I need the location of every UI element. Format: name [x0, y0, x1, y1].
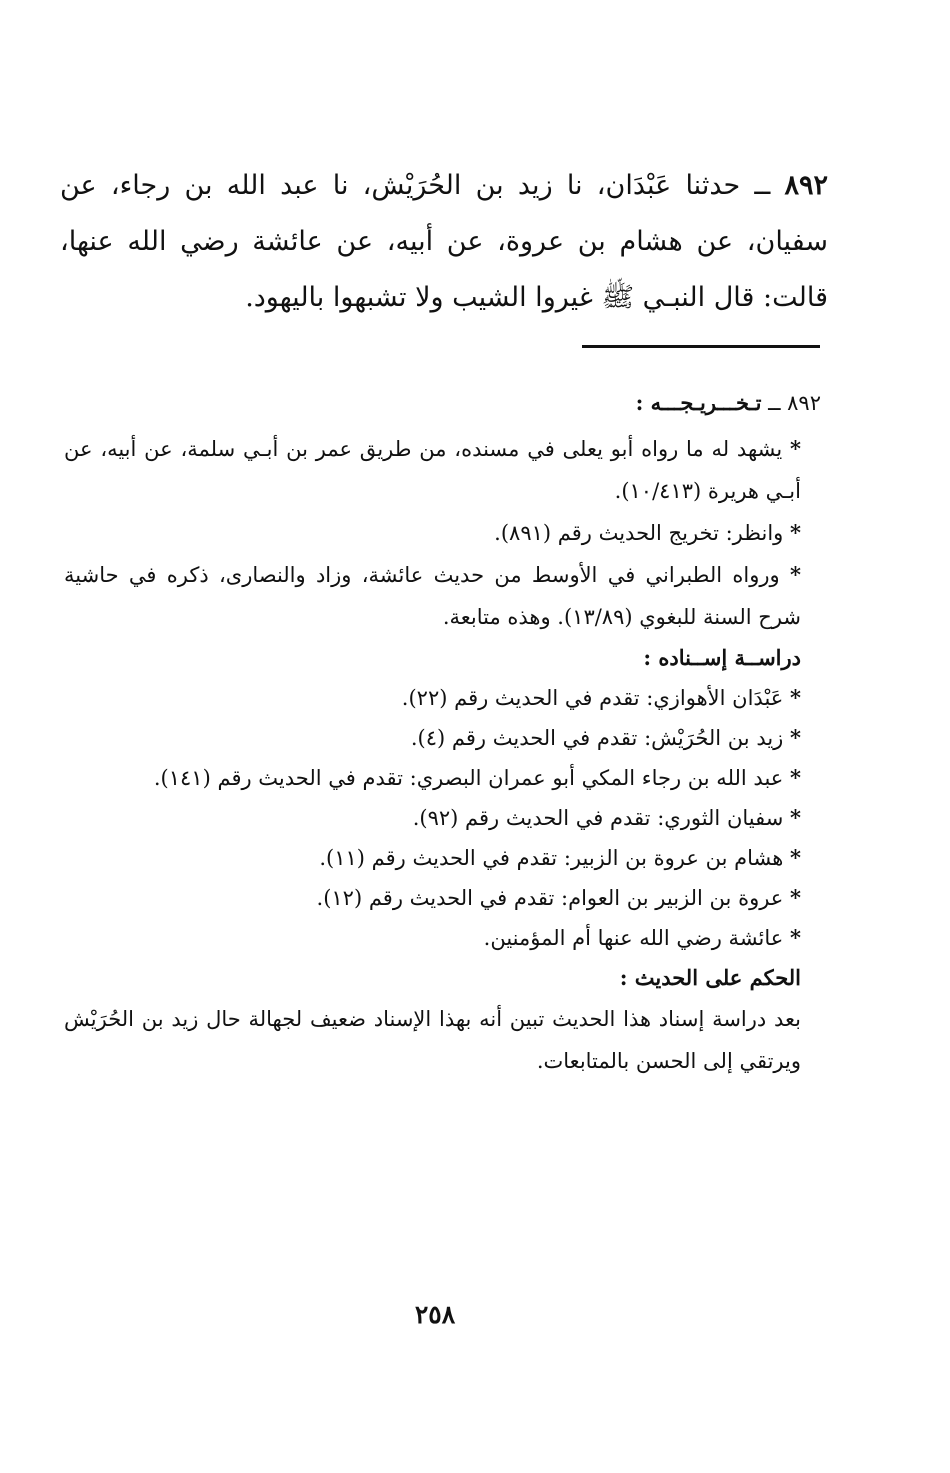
takhrij-item-text: ورواه الطبراني في الأوسط من حديث عائشة، وزاد والنصارى، ذكره في حاشية شرح السنة للبغوي (١٣/٨٩). وهذه متابعة.: [64, 563, 801, 629]
bullet-star: *: [790, 436, 801, 461]
narrator-item: [64, 878, 821, 918]
takhrij-item: [64, 512, 821, 554]
bullet-star: *: [790, 845, 801, 870]
narrator-item: [64, 918, 821, 958]
narrator-item: [64, 718, 821, 758]
hadith-dash: ــ: [740, 170, 785, 201]
narrator-text: زيد بن الحُرَيْش: تقدم في الحديث رقم (٤).: [410, 726, 784, 750]
isnad-heading: دراســة إســناده :: [643, 645, 801, 670]
bullet-star: *: [790, 520, 801, 545]
hadith-text-block: [60, 158, 828, 326]
narrator-item: [64, 798, 821, 838]
page-number: ٢٥٨: [414, 1300, 456, 1329]
bullet-star: *: [790, 805, 801, 830]
bullet-star: *: [790, 885, 801, 910]
takhrij-dash: ــ: [761, 391, 788, 415]
narrator-text: عائشة رضي الله عنها أم المؤمنين.: [483, 926, 784, 950]
footnotes: [64, 378, 821, 1082]
hadith-body: حدثنا عَبْدَان، نا زيد بن الحُرَيْش، نا عبد الله بن رجاء، عن سفيان، عن هشام بن عروة، عن أبيه، عن عائشة رضي الله عنها، قالت: قال النبـي ﷺ غيروا الشيب ولا تشبهوا باليهود.: [60, 170, 828, 313]
narrator-text: هشام بن عروة بن الزبير: تقدم في الحديث رقم (١١).: [319, 846, 784, 870]
takhrij-heading: [64, 378, 821, 428]
bullet-star: *: [790, 685, 801, 710]
bullet-star: *: [790, 562, 801, 587]
narrator-item: [64, 758, 821, 798]
narrator-text: عبد الله بن رجاء المكي أبو عمران البصري: تقدم في الحديث رقم (١٤١).: [153, 766, 784, 790]
bullet-star: *: [790, 765, 801, 790]
narrator-item: [64, 838, 821, 878]
takhrij-item: [64, 428, 821, 512]
takhrij-title: تـخـــريـجـــه :: [635, 390, 762, 415]
ruling-heading: الحكم على الحديث :: [619, 965, 801, 990]
takhrij-item-text: وانظر: تخريج الحديث رقم (٨٩١).: [494, 521, 784, 545]
footnote-separator: [582, 345, 820, 348]
takhrij-item: [64, 554, 821, 638]
bullet-star: *: [790, 925, 801, 950]
narrator-text: عَبْدَان الأهوازي: تقدم في الحديث رقم (٢٢).: [401, 686, 784, 710]
takhrij-number: ٨٩٢: [787, 391, 821, 415]
narrator-item: [64, 678, 821, 718]
narrator-text: سفيان الثوري: تقدم في الحديث رقم (٩٢).: [412, 806, 784, 830]
takhrij-item-text: يشهد له ما رواه أبو يعلى في مسنده، من طريق عمر بن أبـي سلمة، عن أبيه، عن أبـي هريرة (١٠/٤١٣).: [64, 437, 801, 503]
ruling-text: بعد دراسة إسناد هذا الحديث تبين أنه بهذا الإسناد ضعيف لجهالة حال زيد بن الحُرَيْش ويرتقي إلى الحسن بالمتابعات.: [64, 1007, 801, 1073]
narrator-text: عروة بن الزبير بن العوام: تقدم في الحديث رقم (١٢).: [316, 886, 784, 910]
bullet-star: *: [790, 725, 801, 750]
hadith-number: ٨٩٢: [784, 170, 828, 201]
